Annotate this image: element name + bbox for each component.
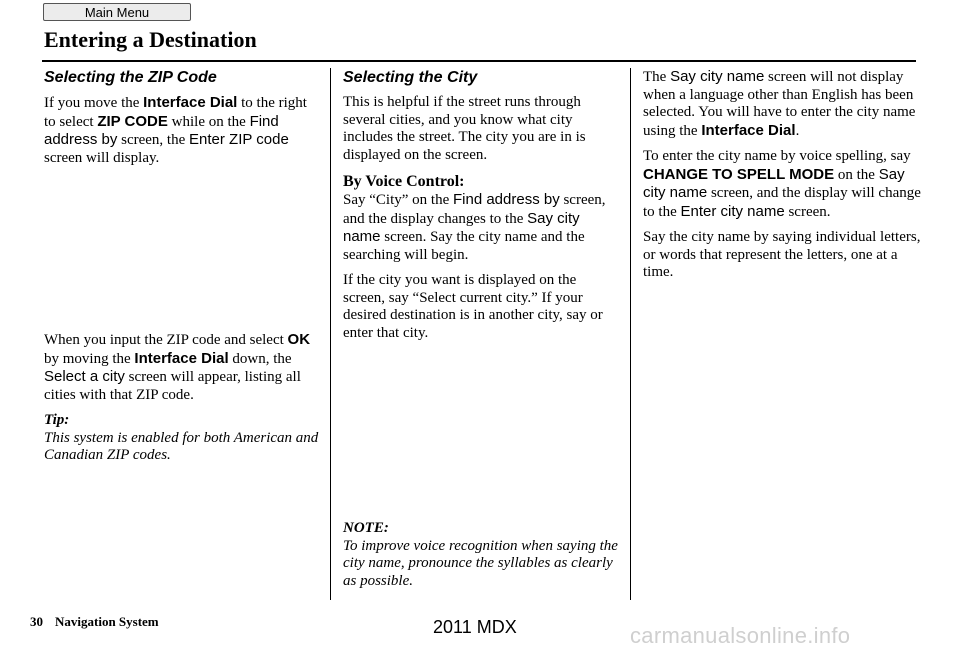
text: The bbox=[643, 69, 671, 85]
find-address-by-term: Find address by bbox=[44, 112, 279, 148]
zip-paragraph-1 bbox=[44, 94, 322, 167]
column-zip-code bbox=[44, 68, 322, 465]
say-city-name-term: Say city name bbox=[670, 68, 765, 85]
column-city-continued bbox=[643, 68, 921, 290]
interface-dial-term: Interface Dial bbox=[701, 121, 796, 139]
find-address-by-term: Find address by bbox=[452, 191, 560, 208]
city-paragraph-2 bbox=[343, 191, 621, 264]
zip-code-term: ZIP CODE bbox=[97, 112, 168, 130]
say-city-name-term: Say city name bbox=[343, 209, 580, 245]
text: down, the bbox=[228, 350, 292, 367]
page-title: Entering a Destination bbox=[44, 27, 257, 52]
text: to the right to select bbox=[44, 95, 307, 130]
text: screen, the bbox=[117, 132, 190, 148]
text: screen. Say the city name and the searching will begin. bbox=[343, 229, 585, 263]
city-paragraph-3: If the city you want is displayed on the screen, say “Select current city.” If your desired destination is in another city, say or enter that city. bbox=[343, 272, 603, 341]
city-paragraph-1: This is helpful if the street runs through several cities, and you know what city includes the street. The city you are in is displayed on the screen. bbox=[343, 94, 586, 163]
section-heading-city: Selecting the City bbox=[343, 69, 478, 86]
text: To enter the city name by voice spelling, say bbox=[643, 148, 911, 164]
ok-term: OK bbox=[287, 331, 311, 348]
footer-section: Navigation System bbox=[55, 614, 159, 629]
text: If you move the bbox=[44, 95, 144, 111]
city-cont-paragraph-2 bbox=[643, 148, 921, 221]
text: screen, and the display changes to the bbox=[343, 192, 606, 227]
text: by moving the bbox=[44, 350, 135, 367]
city-cont-paragraph-1 bbox=[643, 68, 921, 140]
image-space bbox=[44, 175, 322, 331]
interface-dial-term: Interface Dial bbox=[143, 94, 238, 111]
page-footer bbox=[30, 614, 159, 630]
note-label: NOTE: bbox=[343, 520, 389, 536]
page-number: 30 bbox=[30, 614, 43, 629]
text: on the bbox=[834, 166, 879, 183]
image-space bbox=[343, 350, 621, 520]
say-city-name-term: Say city name bbox=[643, 165, 905, 201]
city-cont-paragraph-3: Say the city name by saying individual letters, or words that represent the letters, one at a time. bbox=[643, 229, 921, 280]
section-heading-zip: Selecting the ZIP Code bbox=[44, 69, 217, 86]
text: screen, and the display will change to the bbox=[643, 185, 921, 220]
voice-control-heading: By Voice Control: bbox=[343, 173, 465, 190]
text: Say “City” on the bbox=[343, 192, 453, 208]
text: while on the bbox=[167, 113, 250, 130]
model-label: 2011 MDX bbox=[433, 617, 517, 637]
enter-city-name-term: Enter city name bbox=[680, 202, 785, 220]
change-to-spell-mode-term: CHANGE TO SPELL MODE bbox=[643, 165, 835, 183]
text: When you input the ZIP code and select bbox=[44, 332, 288, 348]
main-menu-button[interactable]: Main Menu bbox=[43, 3, 191, 21]
tip-label: Tip: bbox=[44, 412, 70, 428]
tip-text: This system is enabled for both American and Canadian ZIP codes. bbox=[44, 429, 319, 463]
title-rule bbox=[42, 60, 916, 62]
text: screen. bbox=[784, 203, 831, 220]
column-divider bbox=[330, 68, 331, 600]
interface-dial-term: Interface Dial bbox=[134, 349, 229, 367]
text: screen will not display when a language other than English has been selected. You will have to enter the city name using the bbox=[643, 69, 916, 139]
enter-zip-code-term: Enter ZIP code bbox=[189, 131, 289, 148]
text: . bbox=[795, 122, 800, 139]
watermark: carmanualsonline.info bbox=[630, 623, 851, 648]
column-divider bbox=[630, 68, 631, 600]
select-a-city-term: Select a city bbox=[44, 368, 125, 385]
column-city bbox=[343, 68, 621, 590]
zip-paragraph-2 bbox=[44, 331, 322, 404]
text: screen will appear, listing all cities with that ZIP code. bbox=[44, 369, 301, 403]
note-text: To improve voice recognition when saying the city name, pronounce the syllables as clearly as possible. bbox=[343, 537, 618, 589]
text: screen will display. bbox=[44, 149, 160, 166]
